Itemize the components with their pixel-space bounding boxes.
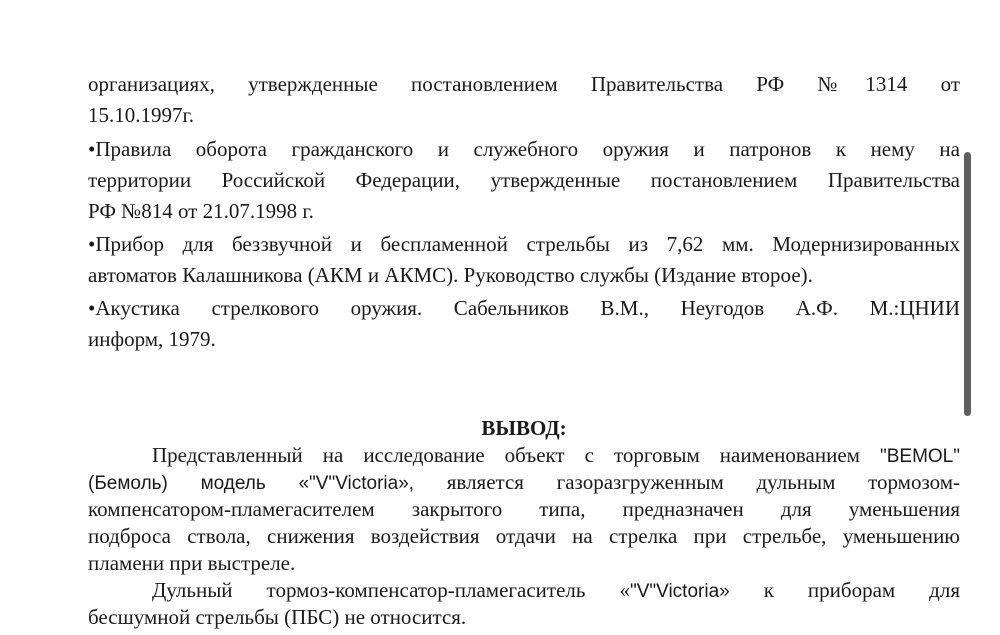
conclusion-text: является газоразгруженным дульным тормозом- <box>446 470 961 494</box>
conclusion-line <box>88 578 960 604</box>
conclusion-heading: ВЫВОД: <box>481 416 567 440</box>
conclusion-line: пламени при выстреле. <box>88 551 296 575</box>
conclusion-line: подброса ствола, снижения воздействия отдачи на стрелка при стрельбе, уменьшению <box>88 524 960 548</box>
conclusion-text: Представленный на исследование объект с торговым наименованием <box>152 443 880 467</box>
conclusion-line <box>88 443 960 469</box>
reference-line: территории Российской Федерации, утвержденные постановлением Правительства <box>88 168 960 192</box>
reference-line: РФ №814 от 21.07.1998 г. <box>88 199 314 223</box>
conclusion-line <box>88 470 960 496</box>
reference-line: организациях, утвержденные постановлением Правительства РФ №1314 от <box>88 72 960 96</box>
vertical-scrollbar[interactable] <box>964 152 971 416</box>
model-text: "V"Victoria» <box>629 581 730 602</box>
reference-line: •Прибор для беззвучной и беспламенной стрельбы из 7,62 мм. Модернизированных <box>88 232 960 256</box>
reference-line: •Акустика стрелкового оружия. Сабельников В.М., Неугодов А.Ф. М.:ЦНИИ <box>88 296 960 320</box>
conclusion-line: бесшумной стрельбы (ПБС) не относится. <box>88 605 467 629</box>
conclusion-line: компенсатором-пламегасителем закрытого типа, предназначен для уменьшения <box>88 497 960 521</box>
reference-line: информ, 1979. <box>88 327 216 351</box>
reference-line: автоматов Калашникова (АКМ и АКМС). Руководство службы (Издание второе). <box>88 263 813 287</box>
reference-line: •Правила оборота гражданского и служебного оружия и патронов к нему на <box>88 137 960 161</box>
brand-name: "BEMOL" <box>879 446 960 467</box>
document-page <box>88 0 960 635</box>
reference-line: 15.10.1997г. <box>88 103 194 127</box>
conclusion-text: Дульный тормоз-компенсатор-пламегаситель « <box>152 578 630 602</box>
model-text: (Бемоль) модель «"V"Victoria», <box>88 473 447 494</box>
conclusion-text: к приборам для <box>729 578 960 602</box>
